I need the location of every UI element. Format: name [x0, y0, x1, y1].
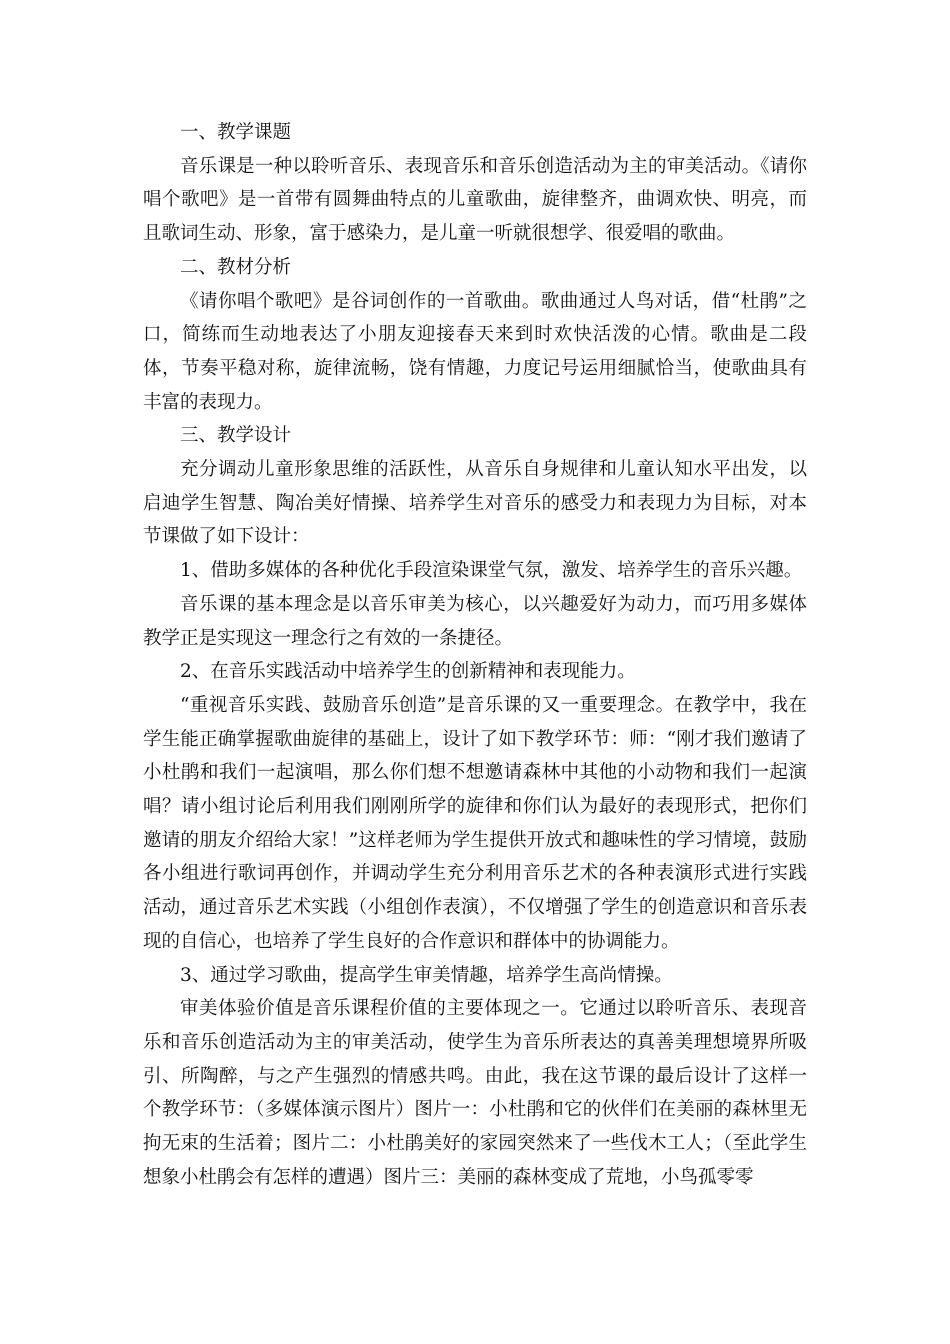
paragraph-design-intro: 充分调动儿童形象思维的活跃性，从音乐自身规律和儿童认知水平出发，以启迪学生智慧、陶冶美好情操、培养学生对音乐的感受力和表现力为目标，对本节课做了如下设计： [143, 459, 807, 548]
paragraph-material-analysis: 《请你唱个歌吧》是谷词创作的一首歌曲。歌曲通过人鸟对话，借“杜鹃”之口，简练而生动地表达了小朋友迎接春天来到时欢快活泼的心情。歌曲是二段体，节奏平稳对称，旋律流畅，饶有情趣，力度记号运用细腻恰当，使歌曲具有丰富的表现力。 [143, 290, 807, 413]
paragraph-design-point-1: 音乐课的基本理念是以音乐审美为核心，以兴趣爱好为动力，而巧用多媒体教学正是实现这一理念行之有效的一条捷径。 [143, 593, 807, 649]
paragraph-design-point-3: 审美体验价值是音乐课程价值的主要体现之一。它通过以聆听音乐、表现音乐和音乐创造活动为主的审美活动，使学生为音乐所表达的真善美理想境界所吸引、所陶醉，与之产生强烈的情感共鸣。由此，我在这节课的最后设计了这样一个教学环节：（多媒体演示图片）图片一：小杜鹃和它的伙伴们在美丽的森林里无拘无束的生活着；图片二：小杜鹃美好的家园突然来了一些伐木工人；（至此学生想象小杜鹃会有怎样的遭遇）图片三：美丽的森林变成了荒地，小鸟孤零零 [143, 998, 807, 1188]
design-point-3: 3、通过学习歌曲，提高学生审美情趣，培养学生高尚情操。 [180, 964, 673, 986]
paragraph-design-point-2: “重视音乐实践、鼓励音乐创造”是音乐课的又一重要理念。在教学中，我在学生能正确掌握歌曲旋律的基础上，设计了如下教学环节：师：“刚才我们邀请了小杜鹃和我们一起演唱，那么你们想不想邀请森林中其他的小动物和我们一起演唱？请小组讨论后利用我们刚刚所学的旋律和你们认为最好的表现形式，把你们邀请的朋友介绍给大家！”这样老师为学生提供开放式和趣味性的学习情境，鼓励各小组进行歌词再创作，并调动学生充分利用音乐艺术的各种表演形式进行实践活动，通过音乐艺术实践（小组创作表演），不仅增强了学生的创造意识和音乐表现的自信心，也培养了学生良好的合作意识和群体中的协调能力。 [143, 694, 807, 952]
design-point-1: 1、借助多媒体的各种优化手段渲染课堂气氛，激发、培养学生的音乐兴趣。 [180, 560, 803, 582]
paragraph-topic-intro: 音乐课是一种以聆听音乐、表现音乐和音乐创造活动为主的审美活动。《请你唱个歌吧》是一首带有圆舞曲特点的儿童歌曲，旋律整齐，曲调欢快、明亮，而且歌词生动、形象，富于感染力，是儿童一听就很想学、很爱唱的歌曲。 [143, 155, 807, 245]
section-heading-material: 二、教材分析 [180, 256, 292, 278]
section-heading-topic: 一、教学课题 [180, 122, 292, 143]
document-body [143, 116, 807, 1195]
section-heading-design: 三、教学设计 [180, 425, 292, 447]
design-point-2: 2、在音乐实践活动中培养学生的创新精神和表现能力。 [180, 661, 636, 683]
